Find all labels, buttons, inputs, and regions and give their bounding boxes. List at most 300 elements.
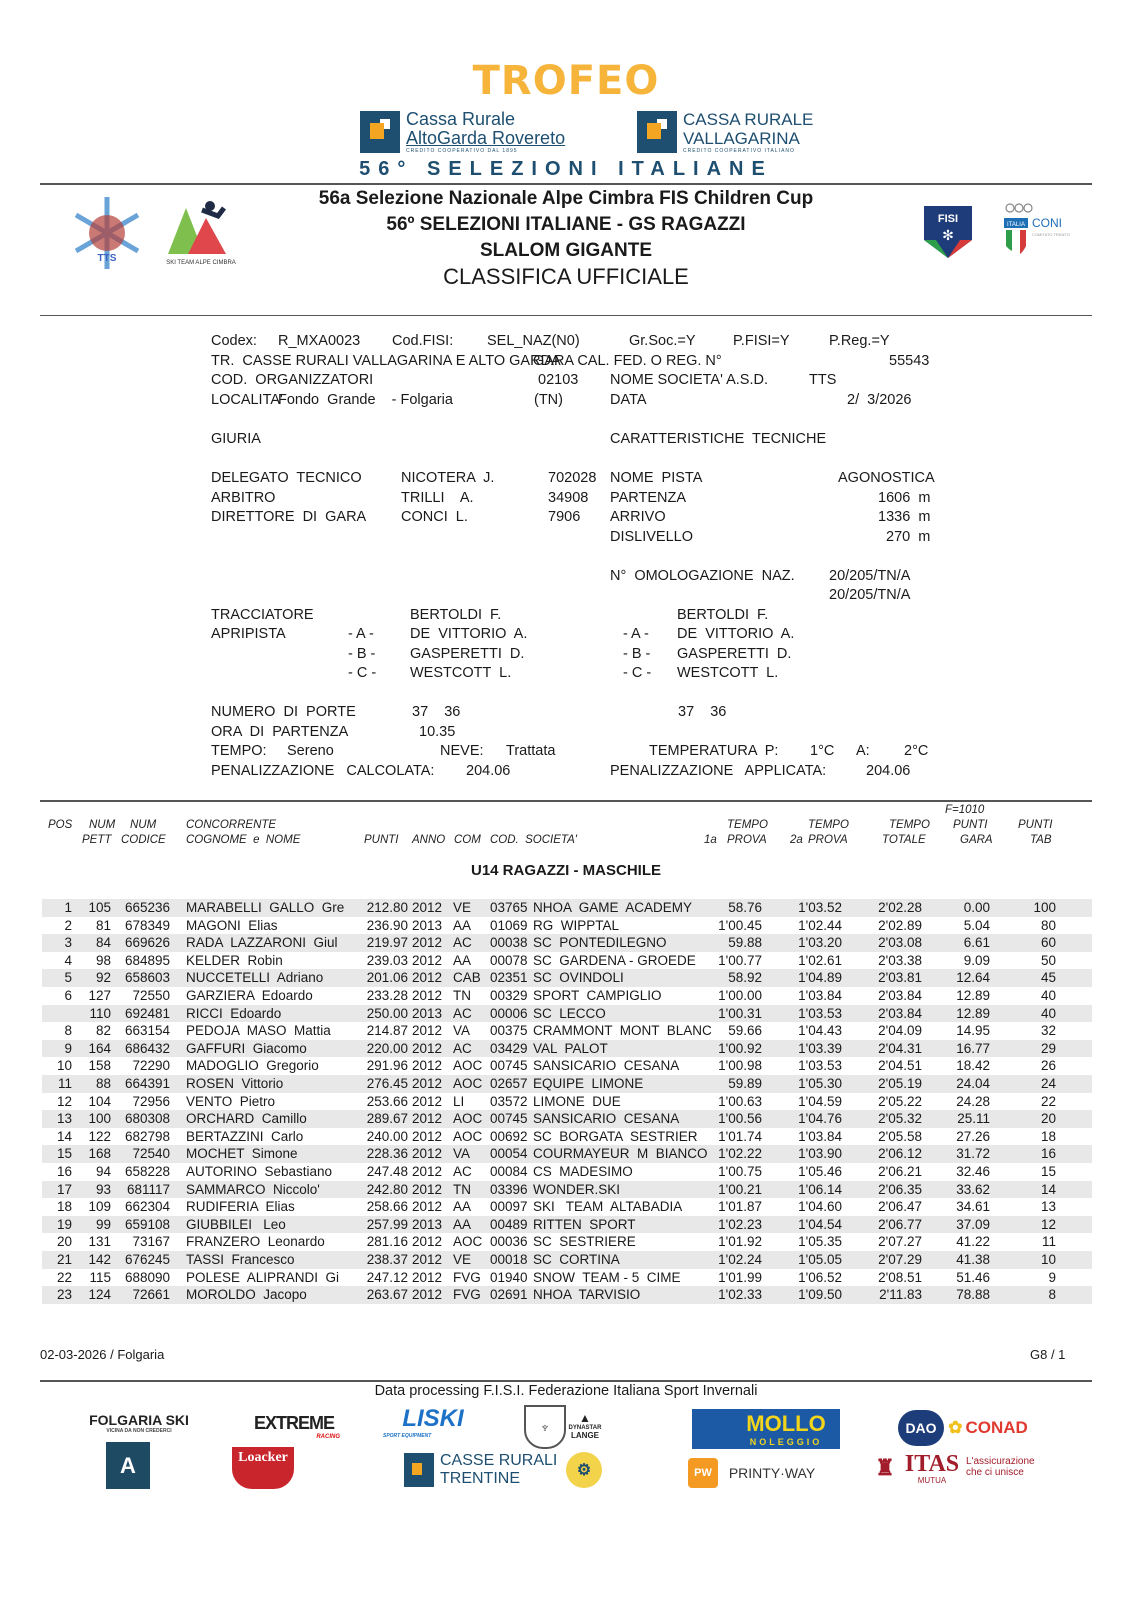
category-heading: U14 RAGAZZI - MASCHILE — [470, 862, 661, 879]
cell-run1: 1'00.45 — [718, 917, 762, 933]
cell-club-code: 03572 — [490, 1093, 528, 1109]
table-row — [42, 1286, 1092, 1304]
cell-club-code: 01069 — [490, 917, 528, 933]
sponsor-text: MOLLO — [746, 1411, 826, 1436]
col-run2: PROVA — [808, 834, 848, 846]
cell-bib: 124 — [88, 1287, 111, 1303]
bank1-tag: CREDITO COOPERATIVO DAL 1895 — [406, 148, 518, 154]
ora-label: ORA DI PARTENZA — [211, 724, 349, 740]
cell-points: 240.00 — [366, 1128, 408, 1144]
cell-run1: 1'02.33 — [718, 1287, 762, 1303]
cell-total: 2'04.09 — [878, 1023, 922, 1039]
cell-committee: CAB — [453, 970, 481, 986]
cell-code: 680308 — [124, 1111, 170, 1127]
sponsor-mollo-noleggio — [692, 1409, 840, 1449]
cell-committee: TN — [453, 1181, 471, 1197]
data-label: DATA — [610, 392, 647, 408]
cell-name: AUTORINO Sebastiano — [186, 1164, 333, 1179]
cell-code: 73167 — [132, 1234, 170, 1250]
cell-club-code: 00489 — [490, 1216, 528, 1232]
cell-name: MARABELLI GALLO Gre — [186, 900, 345, 915]
cell-total: 2'06.77 — [878, 1216, 922, 1232]
cell-year: 2012 — [412, 952, 443, 968]
cell-name: VENTO Pietro — [186, 1093, 276, 1109]
cell-club-code: 01940 — [490, 1269, 528, 1285]
cell-points: 257.99 — [366, 1216, 408, 1232]
cell-pos: 11 — [57, 1076, 72, 1091]
apripista-run1: DE VITTORIO A. — [410, 626, 528, 642]
col-run1: PROVA — [727, 834, 767, 846]
localita-value: Fondo Grande - Folgaria — [278, 392, 453, 408]
cell-run1: 59.66 — [728, 1023, 762, 1039]
cell-year: 2012 — [412, 1287, 443, 1303]
cell-points: 219.97 — [366, 935, 408, 951]
table-divider — [40, 800, 1092, 802]
cell-race-points: 14.95 — [956, 1023, 990, 1039]
cell-points: 247.12 — [366, 1269, 408, 1285]
cell-total: 2'02.28 — [878, 900, 922, 915]
temp-arrivo: 2°C — [904, 743, 929, 759]
svg-text:CONI: CONI — [1032, 216, 1062, 230]
cell-club: SANSICARIO CESANA — [533, 1058, 680, 1074]
footer-date-place: 02-03-2026 / Folgaria — [40, 1347, 165, 1362]
cell-club: WONDER.SKI — [533, 1181, 621, 1197]
col-race-points: PUNTI — [953, 819, 988, 831]
cell-run2: 1'03.53 — [798, 1058, 842, 1074]
cell-race-points: 12.64 — [956, 970, 990, 986]
codex-value: R_MXA0023 — [278, 333, 361, 349]
cell-club: RITTEN SPORT — [533, 1216, 636, 1232]
cell-club-code: 03765 — [490, 900, 528, 915]
sponsor-rossignol — [524, 1405, 566, 1449]
cell-year: 2012 — [412, 1164, 443, 1179]
cell-race-points: 27.26 — [956, 1128, 990, 1144]
cell-year: 2012 — [412, 935, 443, 951]
cell-year: 2012 — [412, 1111, 443, 1127]
cell-code: 665236 — [124, 900, 170, 915]
cell-committee: AOC — [453, 1111, 483, 1127]
cell-committee: AA — [453, 917, 472, 933]
cell-club: SC GARDENA - GROEDE — [533, 952, 696, 968]
cell-club: SC PONTEDILEGNO — [533, 935, 667, 951]
omologazione-value: 20/205/TN/A — [829, 568, 911, 584]
grsoc-flag: Gr.Soc.=Y — [629, 333, 696, 349]
cell-name: ROSEN Vittorio — [186, 1076, 284, 1091]
cell-committee: AOC — [453, 1058, 483, 1074]
apripista-label: APRIPISTA — [211, 626, 286, 642]
cell-name: BERTAZZINI Carlo — [186, 1128, 304, 1144]
cell-run1: 1'00.56 — [718, 1111, 762, 1127]
cell-total: 2'05.32 — [878, 1111, 922, 1127]
cell-name: GIUBBILEI Leo — [186, 1216, 286, 1232]
cell-pos: 17 — [56, 1181, 72, 1197]
cell-club-code: 03429 — [490, 1040, 528, 1056]
cell-points: 281.16 — [366, 1234, 408, 1250]
cell-run2: 1'04.89 — [798, 970, 842, 986]
cell-year: 2012 — [412, 1076, 443, 1091]
cell-committee: LI — [453, 1093, 465, 1109]
tech-label: ARRIVO — [610, 509, 666, 525]
cell-committee: VA — [453, 1146, 471, 1162]
cell-bib: 127 — [88, 988, 111, 1003]
cell-total: 2'06.21 — [878, 1164, 922, 1179]
cell-tab-points: 32 — [1040, 1023, 1056, 1039]
table-row — [42, 1075, 1092, 1093]
cell-points: 247.48 — [366, 1164, 408, 1179]
cell-bib: 122 — [88, 1128, 111, 1144]
cell-race-points: 37.09 — [956, 1216, 990, 1232]
cell-committee: VE — [453, 1252, 472, 1267]
cell-club: SPORT CAMPIGLIO — [533, 988, 662, 1003]
cell-bib: 81 — [95, 917, 111, 933]
bank2-tag: CREDITO COOPERATIVO ITALIANO — [683, 148, 795, 154]
cell-club-code: 02691 — [490, 1287, 528, 1303]
cell-race-points: 9.09 — [963, 952, 990, 968]
cell-club-code: 00078 — [490, 952, 528, 968]
cell-total: 2'03.08 — [878, 935, 922, 951]
cell-bib: 131 — [88, 1234, 111, 1250]
cell-total: 2'06.35 — [878, 1181, 922, 1197]
col-run2: 2a — [790, 834, 803, 846]
cell-name: MADOGLIO Gregorio — [186, 1058, 319, 1074]
gara-label: GARA CAL. FED. O REG. N° — [533, 353, 722, 369]
neve-value: Trattata — [506, 743, 556, 759]
cell-run1: 1'00.77 — [718, 952, 762, 968]
cell-committee: AA — [453, 952, 472, 968]
cell-committee: AC — [453, 1005, 472, 1021]
table-row — [42, 1005, 1092, 1023]
cell-run2: 1'02.61 — [798, 952, 842, 968]
cell-run2: 1'06.14 — [798, 1181, 842, 1197]
tracciatore-run1: BERTOLDI F. — [410, 607, 502, 623]
cell-total: 2'07.27 — [878, 1234, 922, 1250]
data-value: 2/ 3/2026 — [847, 392, 912, 408]
cell-pos: 8 — [64, 1023, 72, 1039]
cell-points: 276.45 — [366, 1076, 408, 1091]
cell-race-points: 24.28 — [956, 1093, 990, 1109]
pen-appl-label: PENALIZZAZIONE APPLICATA: — [610, 763, 827, 779]
cell-year: 2012 — [412, 988, 443, 1003]
cell-code: 658228 — [124, 1164, 170, 1179]
codex-label: Codex: — [211, 333, 257, 349]
cell-year: 2012 — [412, 970, 443, 986]
neve-label: NEVE: — [440, 743, 484, 759]
jury-name: CONCI L. — [401, 509, 468, 525]
cell-code: 686432 — [124, 1040, 170, 1056]
cell-year: 2013 — [412, 1216, 443, 1232]
cell-race-points: 6.61 — [963, 935, 990, 951]
cell-total: 2'05.58 — [878, 1128, 922, 1144]
sponsor-subtext: MUTUA — [917, 1475, 947, 1485]
cell-club-code: 00329 — [490, 988, 528, 1003]
cell-points: 291.96 — [366, 1058, 408, 1074]
cell-run2: 1'05.30 — [798, 1076, 842, 1091]
bank2-line2: VALLAGARINA — [683, 129, 800, 148]
cell-run1: 1'00.98 — [718, 1058, 762, 1074]
cell-tab-points: 20 — [1040, 1111, 1056, 1127]
cell-tab-points: 100 — [1033, 900, 1056, 915]
cell-tab-points: 15 — [1040, 1164, 1056, 1179]
cell-points: 250.00 — [366, 1005, 408, 1021]
cell-code: 678349 — [124, 917, 170, 933]
sponsor-extreme-racing — [248, 1410, 340, 1442]
dynastar-icon: ▲ — [579, 1410, 591, 1425]
conad-flower-icon: ✿ — [948, 1418, 963, 1437]
cell-name: TASSI Francesco — [186, 1252, 295, 1267]
apripista-tag: - B - — [623, 646, 651, 662]
cell-run1: 1'01.87 — [718, 1199, 762, 1215]
cell-club-code: 00084 — [490, 1164, 528, 1179]
cell-race-points: 31.72 — [956, 1146, 990, 1162]
col-club: COD. SOCIETA' — [490, 834, 577, 846]
cell-run1: 1'02.24 — [718, 1252, 762, 1267]
col-run2: TEMPO — [808, 819, 849, 831]
table-row — [42, 1057, 1092, 1075]
cell-club: RG WIPPTAL — [533, 917, 620, 933]
cell-committee: AOC — [453, 1128, 483, 1144]
cell-race-points: 32.46 — [956, 1164, 990, 1179]
cell-run1: 59.89 — [728, 1076, 762, 1091]
sponsor-liski — [383, 1405, 483, 1439]
printyway-badge: PW — [688, 1458, 718, 1488]
col-total: TOTALE — [882, 834, 926, 846]
cell-race-points: 41.22 — [956, 1234, 990, 1250]
cell-club: SC LECCO — [533, 1005, 606, 1021]
cell-bib: 93 — [95, 1181, 111, 1197]
cell-club-code: 02351 — [490, 970, 528, 986]
cell-club: SC CORTINA — [533, 1252, 620, 1267]
cell-bib: 168 — [88, 1146, 111, 1162]
temp-arrivo-label: A: — [856, 743, 870, 759]
nome-soc-label: NOME SOCIETA' A.S.D. — [610, 372, 768, 388]
cell-bib: 115 — [89, 1269, 111, 1285]
jury-code: 702028 — [548, 470, 597, 486]
cell-total: 2'04.51 — [878, 1058, 922, 1074]
cell-pos: 20 — [56, 1234, 72, 1250]
apripista-run1: GASPERETTI D. — [410, 646, 525, 662]
sponsor-text: DYNASTAR — [568, 1424, 602, 1431]
itas-tagline — [966, 1452, 1046, 1482]
sponsor-loacker: Loacker — [232, 1447, 294, 1489]
cell-bib: 142 — [88, 1252, 111, 1267]
cell-race-points: 78.88 — [956, 1287, 990, 1303]
cell-pos: 19 — [56, 1216, 72, 1232]
cell-run1: 59.88 — [728, 935, 762, 951]
cell-club: COURMAYEUR M BIANCO — [533, 1146, 708, 1162]
cell-code: 669626 — [124, 935, 170, 951]
cell-year: 2012 — [412, 1093, 443, 1109]
apripista-run1: WESTCOTT L. — [410, 665, 512, 681]
cell-points: 263.67 — [366, 1287, 408, 1303]
tech-value: AGONOSTICA — [838, 470, 935, 486]
cell-pos: 14 — [56, 1128, 72, 1144]
cell-year: 2012 — [412, 1181, 443, 1197]
col-competitor: CONCORRENTE — [186, 819, 277, 831]
cell-name: KELDER Robin — [186, 952, 283, 968]
footer-divider — [40, 1380, 1092, 1382]
cell-run2: 1'04.76 — [798, 1111, 842, 1127]
cell-race-points: 18.42 — [956, 1058, 990, 1074]
cooperative-emblem-icon: ⚙ — [566, 1452, 602, 1488]
pfisi-flag: P.FISI=Y — [733, 333, 790, 349]
cell-race-points: 34.61 — [956, 1199, 990, 1215]
gara-number: 55543 — [889, 353, 930, 369]
cell-run1: 1'02.22 — [718, 1146, 762, 1162]
cell-points: 289.67 — [366, 1111, 408, 1127]
bank1-line1: Cassa Rurale — [406, 109, 516, 129]
cell-run1: 58.76 — [728, 900, 762, 915]
cell-total: 2'03.81 — [878, 970, 922, 986]
col-run1: TEMPO — [727, 819, 768, 831]
sponsor-text: LANGE — [571, 1430, 599, 1440]
cell-year: 2013 — [412, 1005, 443, 1021]
cell-points: 201.06 — [366, 970, 408, 986]
apripista-tag: - C - — [348, 665, 377, 681]
cell-name: POLESE ALIPRANDI Gi — [186, 1269, 340, 1285]
nome-soc-value: TTS — [809, 372, 837, 388]
sponsor-text: LISKI — [402, 1405, 464, 1432]
cell-pos: 5 — [64, 970, 72, 986]
sponsor-subtext: L'assicurazione — [966, 1456, 1035, 1467]
cell-committee: AOC — [453, 1234, 483, 1250]
bank1-line2: AltoGarda Rovereto — [406, 128, 566, 148]
cassa-rurale-altogarda-logo — [360, 110, 565, 154]
sponsor-folgaria-ski — [88, 1407, 190, 1439]
omologazione-value: 20/205/TN/A — [829, 587, 911, 603]
cell-pos: 15 — [56, 1146, 72, 1162]
sponsor-dynastar-lange — [562, 1405, 608, 1445]
cell-club-code: 00038 — [490, 935, 528, 951]
cell-tab-points: 40 — [1040, 988, 1056, 1003]
cell-code: 684895 — [124, 952, 170, 968]
cell-run2: 1'03.90 — [798, 1146, 842, 1162]
cell-run2: 1'03.20 — [798, 935, 842, 951]
cell-code: 664391 — [124, 1076, 170, 1091]
cell-run2: 1'05.46 — [798, 1164, 842, 1179]
svg-text:FISI: FISI — [937, 213, 959, 225]
cell-year: 2012 — [412, 1234, 443, 1250]
cell-race-points: 12.89 — [956, 988, 990, 1003]
event-title: 56a Selezione Nazionale Alpe Cimbra FIS Children Cup — [318, 188, 814, 209]
cell-club: NHOA TARVISIO — [533, 1287, 641, 1303]
pen-calc-value: 204.06 — [466, 763, 511, 779]
cell-code: 72661 — [132, 1287, 170, 1303]
cell-year: 2012 — [412, 900, 443, 915]
data-processing-note: Data processing F.I.S.I. Federazione Italiana Sport Invernali — [374, 1383, 758, 1399]
sponsor-text: TRENTINE — [440, 1470, 520, 1487]
cell-tab-points: 14 — [1040, 1181, 1056, 1197]
sponsor-subtext: SPORT EQUIPMENT — [383, 1433, 432, 1439]
cell-year: 2012 — [412, 1269, 443, 1285]
cell-club: NHOA GAME ACADEMY — [533, 900, 693, 915]
cell-race-points: 0.00 — [963, 900, 990, 915]
tech-value: 270 m — [886, 529, 931, 545]
col-year: ANNO — [412, 834, 446, 846]
tech-label: DISLIVELLO — [610, 529, 694, 545]
cell-pos: 21 — [56, 1252, 72, 1267]
cell-bib: 158 — [88, 1058, 111, 1074]
cell-name: PEDOJA MASO Mattia — [186, 1023, 331, 1039]
sponsor-text: CONAD — [965, 1418, 1028, 1437]
cell-year: 2012 — [412, 1058, 443, 1074]
cell-run2: 1'04.43 — [798, 1023, 842, 1039]
cell-club: SKI TEAM ALTABADIA — [533, 1199, 683, 1215]
cell-pos: 12 — [56, 1093, 72, 1109]
col-bib: PETT — [82, 834, 112, 846]
cell-code: 659108 — [124, 1216, 170, 1232]
tracciatore-run2: BERTOLDI F. — [677, 607, 769, 623]
preg-flag: P.Reg.=Y — [829, 333, 890, 349]
cell-total: 2'07.29 — [878, 1252, 922, 1267]
cell-year: 2012 — [412, 1128, 443, 1144]
cell-club: LIMONE DUE — [533, 1093, 621, 1109]
cell-club-code: 03396 — [490, 1181, 528, 1197]
cell-race-points: 25.11 — [957, 1111, 990, 1127]
apripista-tag: - C - — [623, 665, 652, 681]
table-row — [42, 1233, 1092, 1251]
table-row — [42, 969, 1092, 987]
codfisi-label: Cod.FISI: — [392, 333, 454, 349]
bank-square-icon — [404, 1453, 434, 1487]
sponsor-printyway: PRINTY·WAY — [728, 1465, 816, 1481]
cell-run1: 1'00.75 — [718, 1164, 762, 1179]
table-row — [42, 899, 1092, 917]
cell-pos: 13 — [56, 1111, 72, 1127]
cell-committee: TN — [453, 988, 471, 1003]
tech-value: 1336 m — [878, 509, 931, 525]
cell-tab-points: 18 — [1040, 1128, 1056, 1144]
cell-points: 214.87 — [366, 1023, 408, 1039]
table-row — [42, 1040, 1092, 1058]
jury-name: NICOTERA J. — [401, 470, 495, 486]
trofeo-title: TROFEO — [472, 58, 660, 104]
cell-points: 236.90 — [366, 917, 408, 933]
col-tab-points: TAB — [1030, 834, 1052, 846]
temperatura-label: TEMPERATURA P: — [649, 743, 779, 759]
svg-text:TTS: TTS — [97, 253, 117, 264]
cell-bib: 98 — [95, 952, 111, 968]
jury-role: ARBITRO — [211, 490, 276, 506]
cell-tab-points: 24 — [1040, 1076, 1056, 1091]
cell-run1: 1'01.99 — [718, 1269, 762, 1285]
cell-tab-points: 12 — [1040, 1216, 1056, 1232]
trophy-line: TR. CASSE RURALI VALLAGARINA E ALTO GARDA — [211, 353, 561, 369]
col-race-points: GARA — [960, 834, 993, 846]
cell-run1: 1'00.00 — [718, 988, 762, 1003]
cell-run2: 1'04.54 — [798, 1216, 842, 1232]
cell-tab-points: 45 — [1040, 970, 1056, 986]
cell-tab-points: 26 — [1040, 1058, 1056, 1074]
omologazione-label: N° OMOLOGAZIONE NAZ. — [610, 568, 795, 584]
svg-text:✻: ✻ — [942, 228, 954, 244]
cell-tab-points: 60 — [1040, 935, 1056, 951]
porte-run1: 37 36 — [412, 704, 461, 720]
cell-committee: AC — [453, 1040, 472, 1056]
cell-bib: 100 — [88, 1111, 111, 1127]
cell-tab-points: 10 — [1040, 1252, 1056, 1267]
apripista-run2: GASPERETTI D. — [677, 646, 792, 662]
cell-club: VAL PALOT — [533, 1040, 608, 1056]
cell-club-code: 00745 — [490, 1111, 528, 1127]
porte-run2: 37 36 — [678, 704, 727, 720]
cell-run2: 1'05.05 — [798, 1252, 842, 1267]
cell-committee: AA — [453, 1199, 472, 1215]
cell-run2: 1'03.52 — [798, 900, 842, 915]
cell-club: CRAMMONT MONT BLANC — [533, 1023, 712, 1039]
localita-label: LOCALITA' — [211, 392, 283, 408]
cell-code: 662304 — [124, 1199, 170, 1215]
cell-club-code: 00054 — [490, 1146, 528, 1162]
